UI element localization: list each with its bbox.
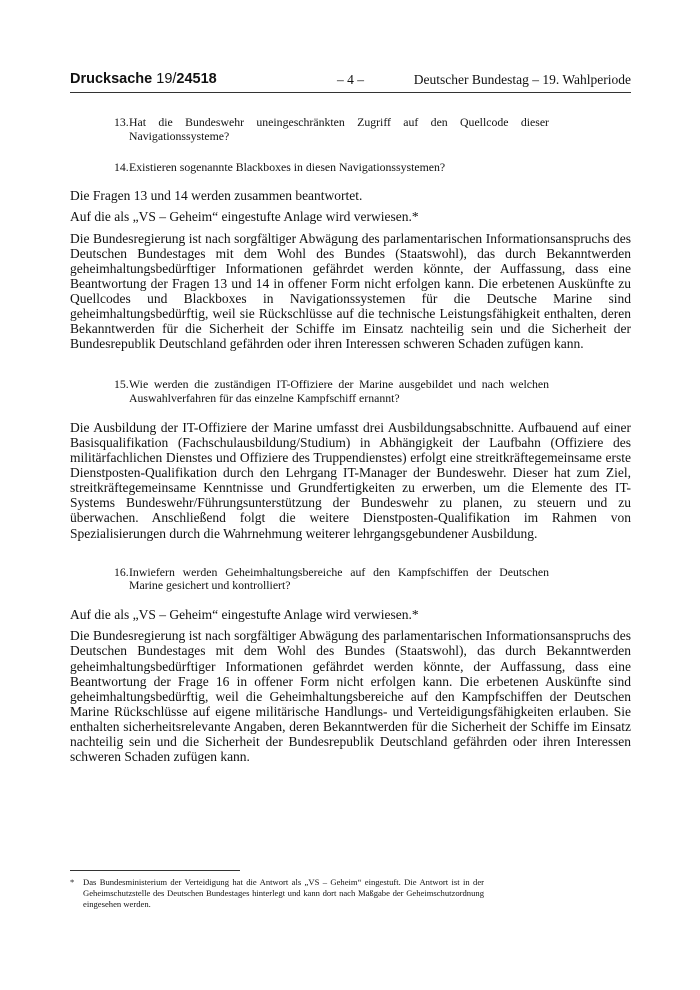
doc-number-main: 24518	[176, 71, 217, 87]
answer-13-14-body: Die Bundesregierung ist nach sorgfältiger Abwägung des parlamentarischen Informationsanspruchs des Deutschen Bundestages mit dem Wohl des Bundes (Staatswohl), das durch Bekanntwerden geheimhaltungsbedürftiger Informationen gefährdet werden könnte, der Auffassung, dass eine Beantwortung der Fragen 13 und 14 in offener Form nicht erfolgen kann. Die erbetenen Auskünfte zu Quellcodes und Blackboxes in Navigationssystemen für die Deutsche Marine sind geheimhaltungsbedürftig, weil sie Rückschlüsse auf die technische Leistungsfähigkeit enthalten, deren Bekanntwerden für die Sicherheit der Schiffe im Einsatz nachteilig sein und die Sicherheit der Bundesrepublik Deutschland gefährden oder ihren Interessen schweren Schaden zufügen kann.	[70, 230, 631, 352]
question-text: Existieren sogenannte Blackboxes in diesen Navigationssystemen?	[129, 159, 446, 174]
page-number: – 4 –	[337, 72, 364, 87]
question-number: 15.	[114, 377, 129, 392]
footnote	[70, 877, 484, 911]
answer-16-body: Die Bundesregierung ist nach sorgfältiger Abwägung des parlamentarischen Informationsanspruchs des Deutschen Bundestages mit dem Wohl des Bundes (Staatswohl), das durch Bekanntwerden geheimhaltungsbedürftiger Informationen gefährdet werden könnte, der Auffassung, dass eine Beantwortung der Frage 16 in offener Form nicht erfolgen kann. Die erbetenen Auskünfte sind geheimhaltungsbedürftig, weil die Geheimhaltungsbereiche auf den Kampfschiffen der Deutschen Marine Rückschlüsse auf eigene militärische Handlungs- und Verteidigungsfähigkeiten erlauben. Sie enthalten sicherheitsrelevante Angaben, deren Bekanntwerden für die Sicherheit der Schiffe im Einsatz nachteilig sein und die Sicherheit der Bundesrepublik Deutschland gefährden oder ihren Interessen schweren Schaden zufügen kann.	[70, 628, 631, 765]
document-body	[70, 116, 631, 764]
question-number: 14.	[114, 159, 129, 174]
question-text: Wie werden die zuständigen IT-Offiziere der Marine ausgebildet und nach welchen Auswahlverfahren für das einzelne Kampfschiff ernannt?	[129, 377, 549, 406]
question-13	[114, 116, 549, 144]
question-text: Hat die Bundeswehr uneingeschränkten Zugriff auf den Quellcode dieser Navigationssysteme?	[129, 115, 549, 143]
header-divider	[70, 92, 631, 93]
question-14	[114, 161, 549, 175]
answer-16-reference: Auf die als „VS – Geheim“ eingestufte Anlage wird verwiesen.*	[70, 607, 419, 623]
doc-label: Drucksache	[70, 71, 153, 87]
question-number: 13.	[114, 115, 129, 129]
question-16	[114, 566, 549, 594]
answer-13-14-reference: Auf die als „VS – Geheim“ eingestufte Anlage wird verwiesen.*	[70, 209, 419, 225]
institution-label: Deutscher Bundestag – 19. Wahlperiode	[413, 72, 631, 87]
footnote-marker: *	[70, 877, 75, 887]
answer-13-14-intro: Die Fragen 13 und 14 werden zusammen beantwortet.	[70, 188, 363, 204]
answer-15-body: Die Ausbildung der IT-Offiziere der Marine umfasst drei Ausbildungsabschnitte. Aufbauend auf einer Basisqualifikation (Fachschulausbildung/Studium) in Abhängigkeit der Laufbahn (Offiziere des militärfachlichen Dienstes und Offiziere des Truppendienstes) erfolgt eine streitkräftegemeinsame erste Dienstposten-Qualifikation durch den Lehrgang IT-Manager der Bundeswehr. Dieser hat zum Ziel, streitkräftegemeinsame Kenntnisse und Grundfertigkeiten zu erwerben, um die Elemente des IT-Systems Bundeswehr/Führungsunterstützung der Bundeswehr zu planen, zu steuern und zu überwachen. Anschließend folgt die weitere Dienstposten-Qualifikation im Rahmen von Spezialisierungen durch die Wahrnehmung weiterer lehrgangsgebundener Ausbildung.	[70, 419, 631, 541]
question-text: Inwiefern werden Geheimhaltungsbereiche auf den Kampfschiffen der Deutschen Marine gesichert und kontrolliert?	[129, 564, 549, 593]
footnote-text: Das Bundesministerium der Verteidigung hat die Antwort als „VS – Geheim“ eingestuft. Die Antwort ist in der Geheimschutzstelle des Deutschen Bundestages hinterlegt und kann dort nach Maßgabe der Geheimschutzordnung eingesehen werden.	[83, 877, 484, 910]
question-number: 16.	[114, 564, 129, 579]
page-header	[70, 71, 631, 93]
footnote-divider	[70, 870, 240, 871]
doc-number-prefix: 19/	[156, 71, 177, 87]
question-15	[114, 378, 549, 406]
document-page	[70, 0, 631, 990]
